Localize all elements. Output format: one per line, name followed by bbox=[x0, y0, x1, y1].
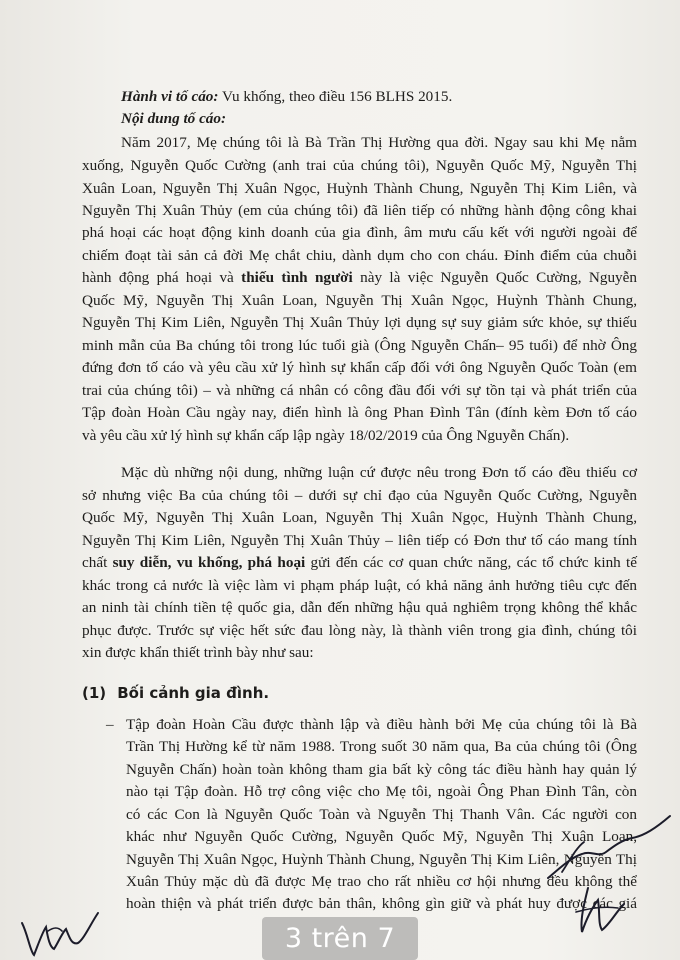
paragraph-line: sở nhưng việc Ba của chúng tôi – dưới sự chỉ đạo của Nguyễn Quốc Cường, Nguyễn bbox=[82, 487, 637, 504]
signature-left bbox=[18, 905, 108, 960]
paragraph-line: Mặc dù những nội dung, những luận cứ được nêu trong Đơn tố cáo đều thiếu cơ bbox=[121, 464, 637, 481]
content-heading-text: Nội dung tố cáo: bbox=[121, 110, 227, 127]
section-line: nào tại Tập đoàn. Hỗ trợ công việc cho Mẹ tôi, ngoài Ông Phan Đình Tân, còn bbox=[126, 783, 637, 800]
paragraph-line: Quốc Mỹ, Nguyễn Thị Xuân Loan, Nguyễn Thị Xuân Ngọc, Huỳnh Thành Chung, bbox=[82, 292, 637, 309]
paragraph-line-mixed bbox=[82, 552, 637, 574]
section-line: Trần Thị Hường kể từ năm 1988. Trong suốt 30 năm qua, Ba của chúng tôi (Ông bbox=[126, 738, 637, 755]
paragraph-line: Nguyễn Thị Kim Liên, Nguyễn Thị Xuân Thủy – liên tiếp có Đơn thư tố cáo mang tính bbox=[82, 532, 637, 549]
signature-right bbox=[540, 808, 680, 960]
section-line: Xuân Thủy mặc dù đã được Mẹ trao cho rất nhiều cơ hội nhưng đều không thể bbox=[126, 873, 637, 890]
paragraph-line: Năm 2017, Mẹ chúng tôi là Bà Trần Thị Hường qua đời. Ngay sau khi Mẹ nằm bbox=[121, 134, 637, 151]
paragraph-line: khác trong cả nước là việc làm vi phạm pháp luật, có khả năng ảnh hưởng tiêu cực đến bbox=[82, 577, 637, 594]
accusation-label: Hành vi tố cáo: bbox=[121, 88, 219, 105]
paragraph-line: an ninh tài chính tiền tệ quốc gia, dẫn đến những hậu quả nghiêm trọng không thể khắc bbox=[82, 599, 637, 616]
section-heading bbox=[82, 684, 269, 702]
section-line: hoàn thiện và phát triển được bản thân, không gìn giữ và phát huy được các giá bbox=[126, 895, 637, 912]
paragraph-line: Nguyễn Thị Kim Liên, Nguyễn Thị Xuân Thủy lợi dụng sự suy giảm sức khỏe, sự thiếu bbox=[82, 314, 637, 331]
section-number: (1) bbox=[82, 684, 107, 702]
content-heading bbox=[121, 108, 676, 130]
accusation-value: Vu khống, theo điều 156 BLHS 2015. bbox=[221, 88, 453, 105]
accusation-line bbox=[121, 86, 676, 108]
bold-phrase: thiếu tình người bbox=[241, 269, 353, 286]
paragraph-line: trai của chúng tôi) – và những cá nhân có công đầu đối với sự tồn tại và phát triển của bbox=[82, 382, 637, 399]
bullet-dash: – bbox=[106, 716, 114, 733]
section-line: Tập đoàn Hoàn Cầu được thành lập và điều hành bởi Mẹ của chúng tôi là Bà bbox=[126, 716, 637, 733]
text-run: chất bbox=[82, 554, 113, 571]
paragraph-line: minh mẫn của Ba chúng tôi trong lúc tuổi già (Ông Nguyễn Chấn– 95 tuổi) để nhờ Ông bbox=[82, 337, 637, 354]
paragraph-line-mixed bbox=[82, 267, 637, 289]
section-line: Nguyễn Thị Xuân Ngọc, Huỳnh Thành Chung, Nguyễn Thị Kim Liên, Nguyễn Thị bbox=[126, 851, 637, 868]
paragraph-line: xuống, Nguyễn Quốc Cường (anh trai của chúng tôi), Nguyễn Quốc Mỹ, Nguyễn Thị bbox=[82, 157, 637, 174]
bold-phrase: suy diễn, vu khống, phá hoại bbox=[112, 554, 306, 571]
section-title: Bối cảnh gia đình. bbox=[117, 684, 270, 702]
text-run: gửi đến các cơ quan chức năng, các tổ chức kinh tế bbox=[305, 554, 637, 571]
paragraph-line: Quốc Mỹ, Nguyễn Thị Xuân Loan, Nguyễn Thị Xuân Ngọc, Huỳnh Thành Chung, bbox=[82, 509, 637, 526]
paragraph-line: chiếm đoạt tài sản cả đời Mẹ chắt chiu, dành dụm cho con cháu. Đỉnh điểm của chuỗi bbox=[82, 247, 637, 264]
paragraph-line: Xuân Loan, Nguyễn Thị Xuân Ngọc, Huỳnh Thành Chung, Nguyễn Thị Kim Liên, và bbox=[82, 180, 637, 197]
section-line: Nguyễn Chấn) hoàn toàn không tham gia bất kỳ công tác điều hành hay quản lý bbox=[126, 761, 637, 778]
paragraph-line: đứng đơn tố cáo và yêu cầu xử lý hình sự khẩn cấp đối với ông Nguyễn Quốc Toàn (em bbox=[82, 359, 637, 376]
section-line: khác như Nguyễn Quốc Cường, Nguyễn Quốc Mỹ, Nguyễn Thị Xuân Loan, bbox=[126, 828, 637, 845]
text-run: này là việc Nguyễn Quốc Cường, Nguyễn bbox=[352, 269, 637, 286]
paragraph-line: Nguyễn Thị Xuân Thủy (em của chúng tôi) đã liên tiếp có những hành động công khai bbox=[82, 202, 637, 219]
paragraph-line: phục được. Trước sự việc hết sức đau lòng này, là thành viên trong gia đình, chúng tôi bbox=[82, 622, 637, 639]
paragraph-line: phá hoại các hoạt động kinh doanh của gia đình, âm mưu cấu kết với người ngoài để bbox=[82, 224, 637, 241]
section-line: có các Con là Nguyễn Quốc Toàn và Nguyễn Thị Thanh Vân. Các người con bbox=[126, 806, 637, 823]
text-run: hành động phá hoại và bbox=[82, 269, 242, 286]
paragraph-line: xin được khẩn thiết trình bày như sau: bbox=[82, 644, 314, 661]
paragraph-line: và yêu cầu xử lý hình sự khẩn cấp lập ngày 18/02/2019 của Ông Nguyễn Chấn). bbox=[82, 427, 570, 444]
page-indicator[interactable]: 3 trên 7 bbox=[262, 917, 418, 960]
paragraph-line: Tập đoàn Hoàn Cầu ngày nay, điển hình là ông Phan Đình Tân (đính kèm Đơn tố cáo bbox=[82, 404, 637, 421]
